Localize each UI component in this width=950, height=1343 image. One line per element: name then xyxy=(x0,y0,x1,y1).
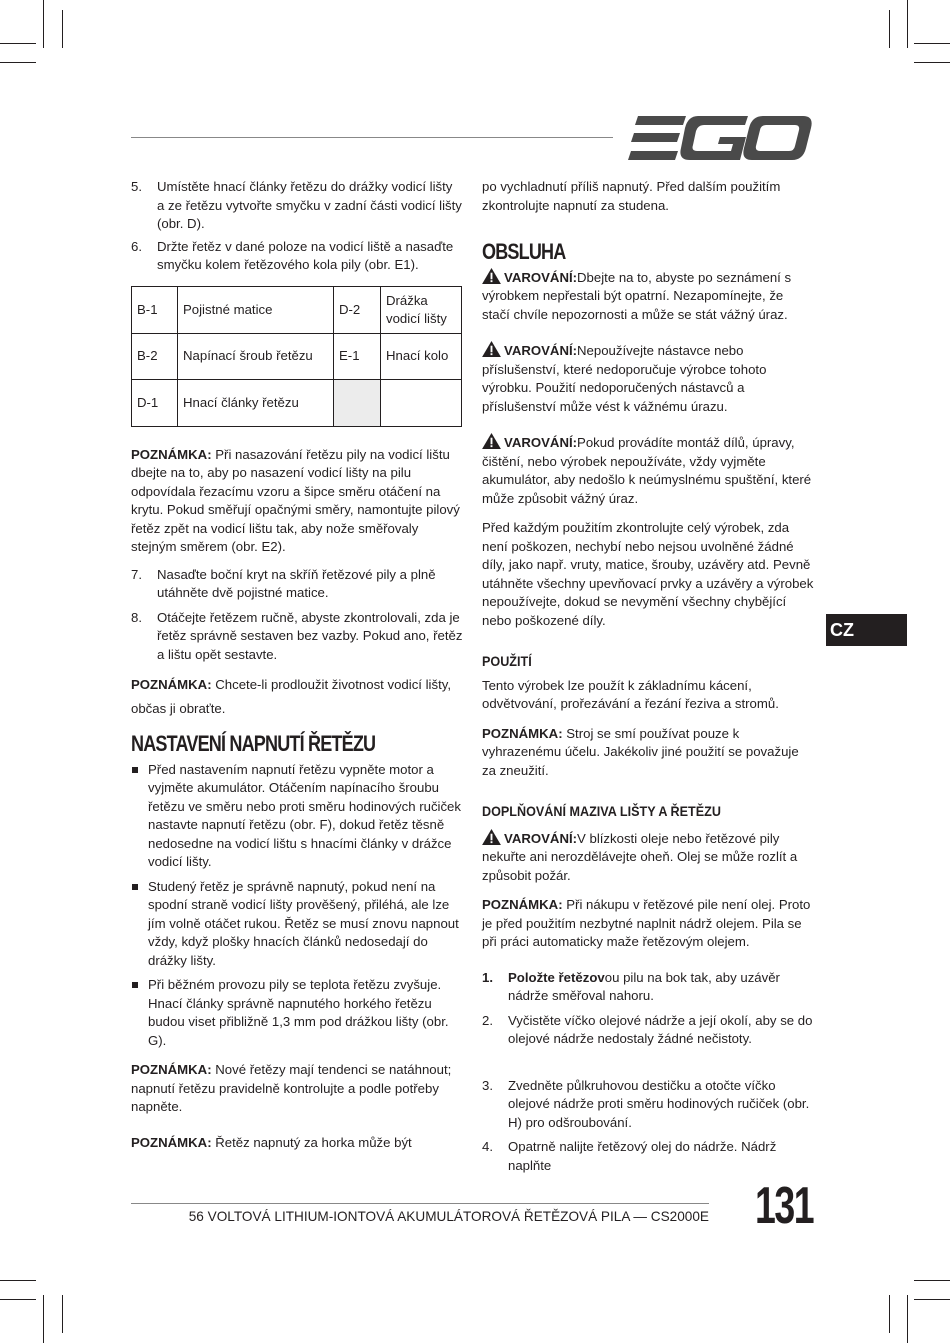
oil-steps xyxy=(482,969,814,1176)
header-rule xyxy=(131,137,613,138)
warning-paragraph: VAROVÁNÍ:V blízkosti oleje nebo řetězové pily nekuřte ani nerozdělávejte oheň. Olej se může rozlít a způsobit požár. xyxy=(482,830,798,883)
crop-mark xyxy=(43,1295,44,1343)
note-paragraph: POZNÁMKA: Stroj se smí používat pouze k vyhrazenému účelu. Jakékoliv jiné použití se považuje za zneužití. xyxy=(482,725,799,778)
use-paragraph: Tento výrobek lze použít k základnímu kácení, odvětvování, prořezávání a řezání řeziva a stromů. xyxy=(482,677,779,711)
ego-logo xyxy=(628,116,812,160)
crop-mark xyxy=(62,1295,63,1333)
crop-mark xyxy=(62,10,63,48)
crop-mark xyxy=(0,62,36,63)
table-row: B-2 Napínací šroub řetězu E-1 Hnací kolo xyxy=(132,333,462,379)
crop-mark xyxy=(889,1295,890,1333)
list-item: 8. Otáčejte řetězem ručně, abyste zkontrolovali, zda je řetěz správně sestaven bez vazby. Pokud ano, řetěz a lištu opět sestavte. xyxy=(131,609,463,662)
crop-mark xyxy=(914,62,950,63)
bullet-marker xyxy=(132,982,138,988)
crop-mark xyxy=(914,1280,950,1281)
list-item: 1. Položte řetězovou pilu na bok tak, aby uzávěr nádrže směřoval nahoru. xyxy=(482,969,780,1003)
note-paragraph: POZNÁMKA: Při nasazování řetězu pily na vodicí lištu dbejte na to, aby po nasazení vodicí lišty na pilu odpovídala řezacímu vzoru a šipce směru otáčení na krytu. Pokud směřují opačnými směry, namontujte pilový řetěz zpět na vodicí lištu tak, aby nože směřovaly stejným směrem (obr. E2). xyxy=(131,446,460,554)
table-row: B-1 Pojistné matice D-2 Drážka vodicí lišty xyxy=(132,286,462,333)
crop-mark xyxy=(907,0,908,48)
crop-mark xyxy=(907,1295,908,1343)
list-item: 5. Umístěte hnací články řetězu do drážky vodicí lišty a ze řetězu vytvořte smyčku v zadní části vodicí lišty (obr. D). xyxy=(131,179,462,231)
crop-mark xyxy=(0,1280,36,1281)
list-item: 6. Držte řetěz v dané poloze na vodicí liště a nasaďte smyčku kolem řetězového kola pily (obr. E1). xyxy=(131,238,454,272)
warning-triangle-icon xyxy=(482,433,501,449)
warning-triangle-icon xyxy=(482,341,501,357)
footer-title: 56 VOLTOVÁ LITHIUM-IONTOVÁ AKUMULÁTOROVÁ ŘETĚZOVÁ PILA — CS2000E xyxy=(188,1209,709,1224)
section-title: NASTAVENÍ NAPNUTÍ ŘETĚZU xyxy=(131,731,376,756)
crop-mark xyxy=(43,0,44,48)
list-item: Studený řetěz je správně napnutý, pokud není na spodní straně vodicí lišty prověšený, přiléhá, ale lze jím volně otáčet rukou. Řetěz se musí znovu napnout vždy, když plošky hnacích článků nedosedají do drážky lišty. xyxy=(131,878,463,971)
language-tab: CZ xyxy=(826,614,907,646)
bullet-marker xyxy=(132,884,138,890)
note-paragraph: POZNÁMKA: Nové řetězy mají tendenci se natáhnout; napnutí řetězu pravidelně kontrolujte a podle potřeby napněte. xyxy=(131,1062,452,1114)
bullet-marker xyxy=(132,767,138,773)
crop-mark xyxy=(914,43,950,44)
parts-table xyxy=(131,286,462,427)
crop-mark xyxy=(914,1299,950,1300)
footer-rule xyxy=(131,1203,709,1204)
list-item: 3. Zvedněte půlkruhovou destičku a otočte víčko olejové nádrže proti směru hodinových ručiček (obr. H) pro odšroubování. xyxy=(482,1077,810,1130)
continuation-text: po vychladnutí příliš napnutý. Před dalším použitím zkontrolujte napnutí za studena. xyxy=(482,179,781,213)
warning-paragraph: VAROVÁNÍ:Pokud provádíte montáž dílů, úpravy, čištění, nebo výrobek nepoužíváte, vždy vyjměte akumulátor, aby nedošlo k neúmyslnému spuštění, které může způsobit vážný úraz. xyxy=(482,435,812,506)
warning-triangle-icon xyxy=(482,268,501,284)
list-item: Před nastavením napnutí řetězu vypněte motor a vyjměte akumulátor. Otáčením napínacího šroubu řetězu ve směru nebo proti směru hodinových ručiček nastavte napnutí řetězu (obr. F), dokud řetěz těsně nedosedne na vodicí lištu s hnacími články v drážce vodicí lišty. xyxy=(131,761,463,872)
list-item: 7. Nasaďte boční kryt na skříň řetězové pily a plně utáhněte dvě pojistné matice. xyxy=(131,566,436,600)
right-column xyxy=(482,178,814,1175)
list-item: 4. Opatrně nalijte řetězový olej do nádrže. Nádrž naplňte xyxy=(482,1139,777,1173)
inspection-paragraph: Před každým použitím zkontrolujte celý výrobek, zda není poškozen, nechybí nebo nejsou uvolněné žádné díly, jako např. vruty, matice, šrouby, uzávěry atd. Pevně utáhněte všechny upevňovací prvky a uzávěry a výrobek nepoužívejte, dokud se nevymění všechny chybějící nebo poškozené díly. xyxy=(482,520,814,628)
list-item: Při běžném provozu pily se teplota řetězu zvyšuje. Hnací články správně napnutého horkého řetězu budou viset přibližně 1,3 mm pod drážkou lišty (obr. G). xyxy=(131,976,463,1050)
crop-mark xyxy=(0,43,36,44)
list-item: 2. Vyčistěte víčko olejové nádrže a její okolí, aby se do olejové nádrže nedostaly žádné nečistoty. xyxy=(482,1012,813,1046)
subsection-title: POUŽITÍ xyxy=(482,653,532,669)
warning-triangle-icon xyxy=(482,829,501,845)
warning-paragraph: VAROVÁNÍ:Nepoužívejte nástavce nebo příslušenství, které nedoporučuje výrobce tohoto výrobku. Použití nedoporučených nástavců a příslušenství může vést k vážnému úrazu. xyxy=(482,343,767,414)
assembly-steps-a xyxy=(131,178,463,275)
tension-bullets xyxy=(131,761,463,1051)
subsection-title: DOPLŇOVÁNÍ MAZIVA LIŠTY A ŘETĚZU xyxy=(482,803,721,819)
table-row: D-1 Hnací články řetězu xyxy=(132,379,462,426)
page-number: 131 xyxy=(755,1177,814,1235)
section-title: OBSLUHA xyxy=(482,239,566,264)
note-paragraph: POZNÁMKA: Řetěz napnutý za horka může být xyxy=(131,1134,412,1150)
crop-mark xyxy=(889,10,890,48)
note-paragraph: POZNÁMKA: Chcete-li prodloužit životnost vodicí lišty, občas ji obraťte. xyxy=(131,677,452,716)
crop-mark xyxy=(0,1299,36,1300)
note-paragraph: POZNÁMKA: Při nákupu v řetězové pile není olej. Proto je před použitím nezbytné naplnit nádrž olejem. Pila se při práci automaticky maže řetězovým olejem. xyxy=(482,897,811,949)
assembly-steps-b xyxy=(131,566,463,665)
warning-paragraph: VAROVÁNÍ:Dbejte na to, abyste po seznámení s výrobkem nepřestali být opatrní. Nezapomínejte, že stačí chvíle nepozornosti a může se stát vážný úraz. xyxy=(482,269,792,322)
left-column xyxy=(131,178,463,1152)
